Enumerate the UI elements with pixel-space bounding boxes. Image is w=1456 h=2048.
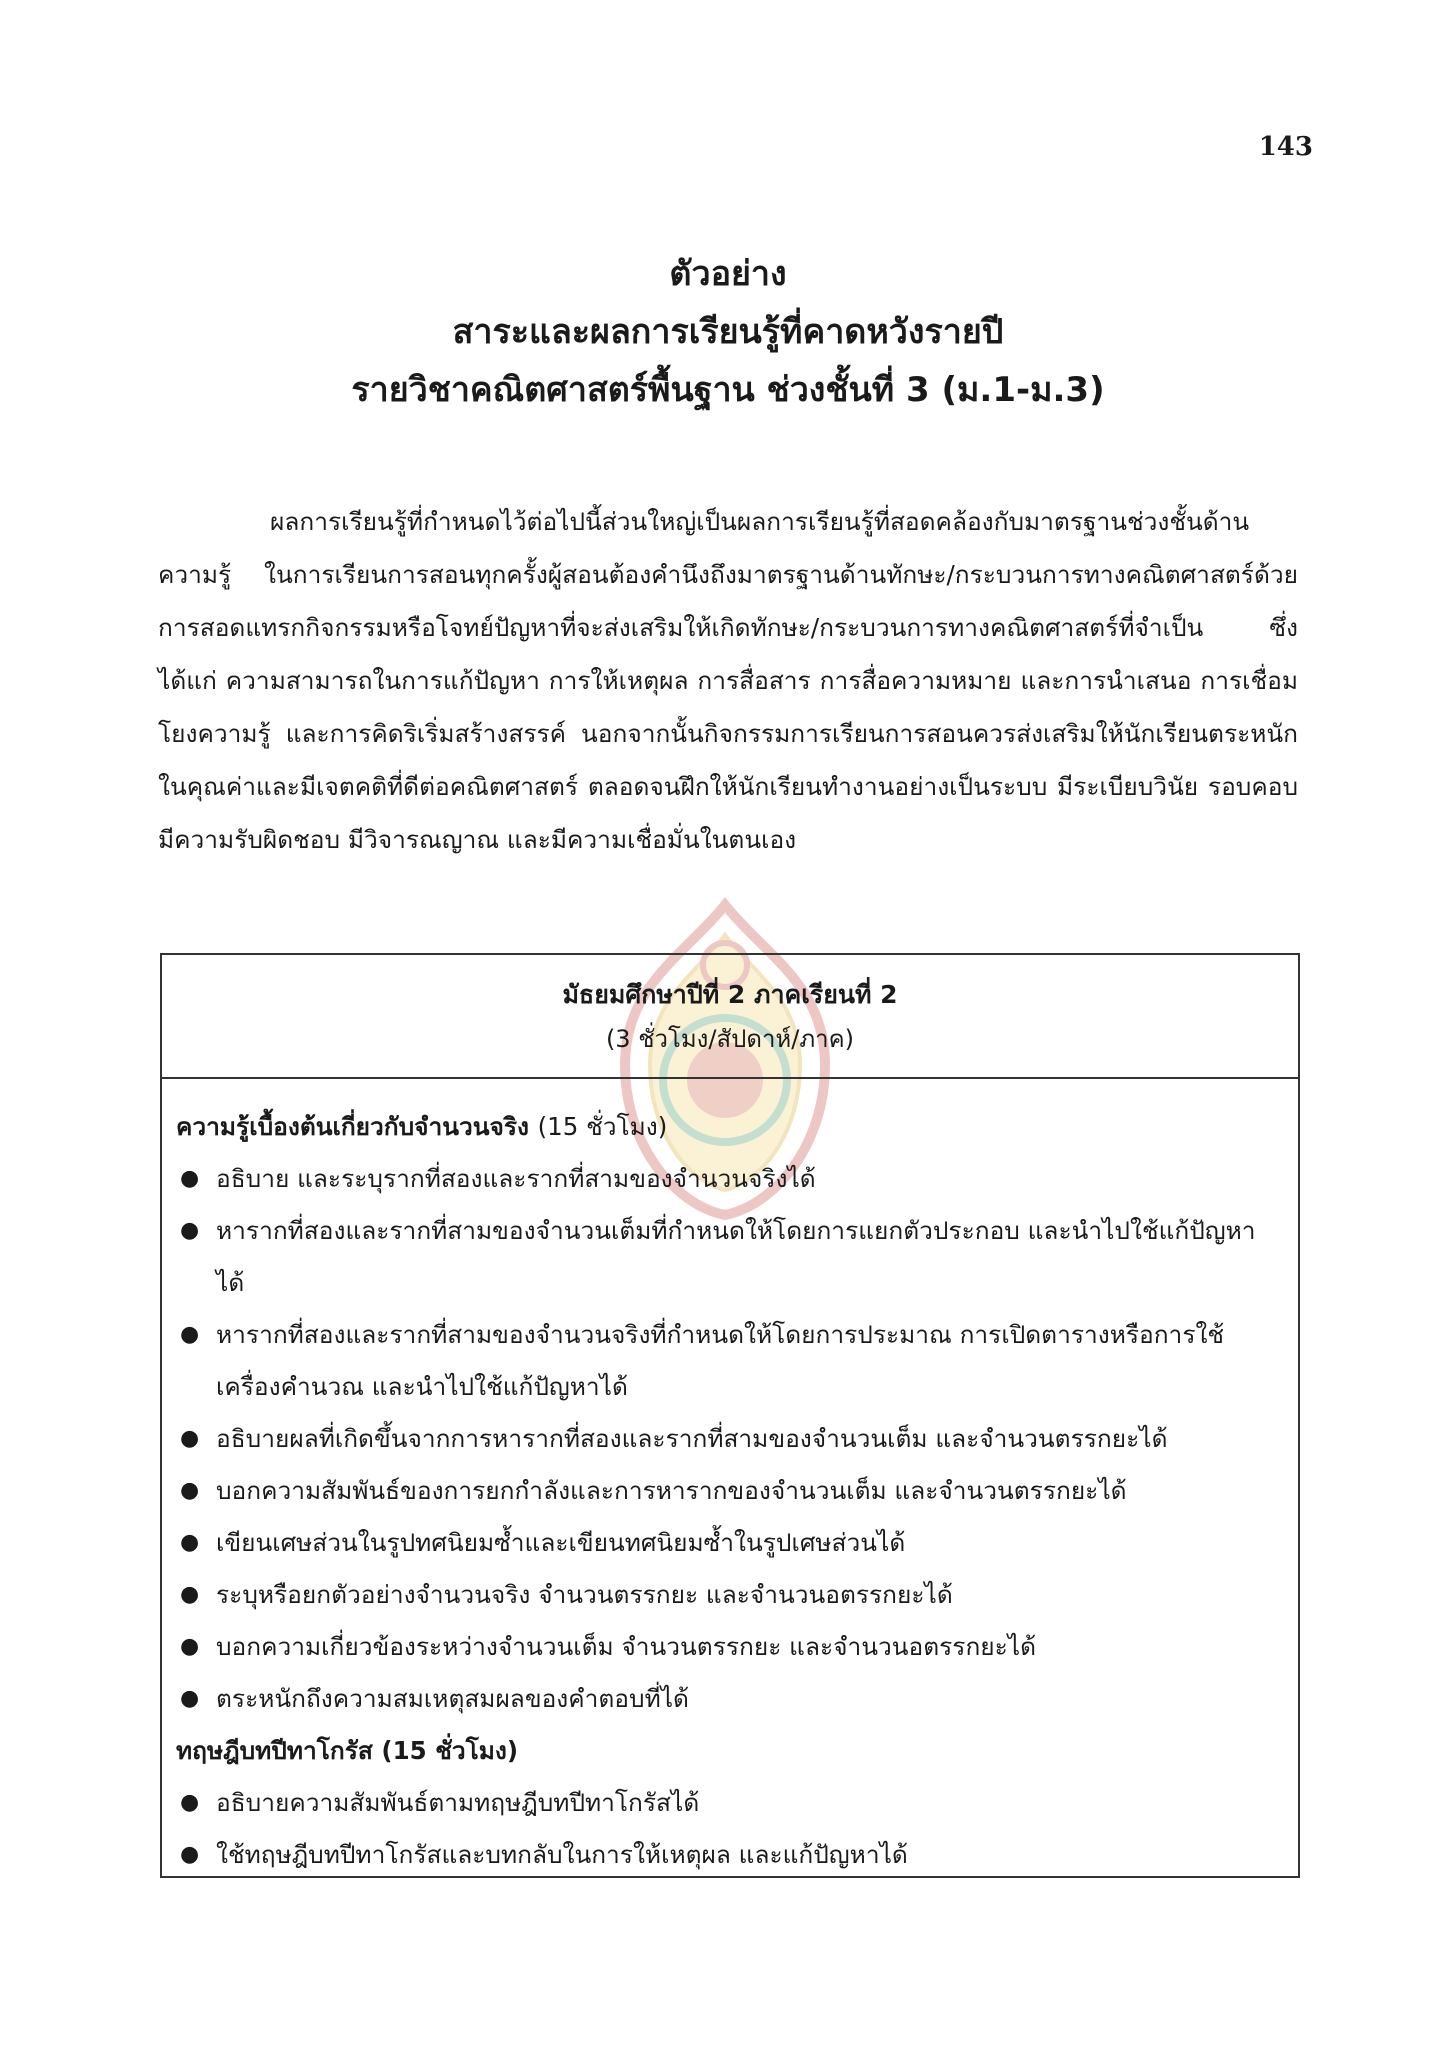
- bullet-icon: ●: [180, 1166, 200, 1191]
- intro-paragraph: [158, 495, 1298, 866]
- list-item: ● บอกความเกี่ยวข้องระหว่างจำนวนเต็ม จำนวนตรรกยะ และจำนวนอตรรกยะได้: [176, 1621, 1282, 1673]
- list-item: ● ตระหนักถึงความสมเหตุสมผลของคำตอบที่ได้: [176, 1673, 1282, 1725]
- hours-per-week: (3 ชั่วโมง/สัปดาห์/ภาค): [605, 1025, 855, 1053]
- list-item: ● เขียนเศษส่วนในรูปทศนิยมซ้ำและเขียนทศนิยมซ้ำในรูปเศษส่วนได้: [176, 1517, 1282, 1569]
- section-title-text: ทฤษฎีบทปีทาโกรัส: [176, 1736, 373, 1765]
- page-title: [0, 245, 1456, 419]
- section-hours: (15 ชั่วโมง): [381, 1736, 519, 1765]
- bullet-icon: ●: [180, 1686, 200, 1711]
- bullet-icon: ●: [180, 1530, 200, 1555]
- bullet-icon: ●: [180, 1582, 200, 1607]
- title-line-3: รายวิชาคณิตศาสตร์พื้นฐาน ช่วงชั้นที่ 3 (ม.1-ม.3): [351, 370, 1105, 410]
- title-line-2: สาระและผลการเรียนรู้ที่คาดหวังรายปี: [452, 312, 1004, 352]
- bullet-icon: ●: [180, 1218, 200, 1243]
- bullet-icon: ●: [180, 1478, 200, 1503]
- list-item: ● ระบุหรือยกตัวอย่างจำนวนจริง จำนวนตรรกยะ และจำนวนอตรรกยะได้: [176, 1569, 1282, 1621]
- bullet-icon: ●: [180, 1322, 200, 1347]
- list-item: ● บอกความสัมพันธ์ของการยกกำลังและการหารากของจำนวนเต็ม และจำนวนตรรกยะได้: [176, 1465, 1282, 1517]
- section-item-list: [176, 1153, 1282, 1725]
- list-item: ● อธิบาย และระบุรากที่สองและรากที่สามของจำนวนจริงได้: [176, 1153, 1282, 1205]
- intro-text: ผลการเรียนรู้ที่กำหนดไว้ต่อไปนี้ส่วนใหญ่เป็นผลการเรียนรู้ที่สอดคล้องกับมาตรฐานช่วงชั้นด้านความรู้ ในการเรียนการสอนทุกครั้งผู้สอนต้องคำนึงถึงมาตรฐานด้านทักษะ/กระบวนการทางคณิตศาสตร์ด้วยการสอดแทรกกิจกรรมหรือโจทย์ปัญหาที่จะส่งเสริมให้เกิดทักษะ/กระบวนการทางคณิตศาสตร์ที่จำเป็น ซึ่งได้แก่ ความสามารถในการแก้ปัญหา การให้เหตุผล การสื่อสาร การสื่อความหมาย และการนำเสนอ การเชื่อมโยงความรู้ และการคิดริเริ่มสร้างสรรค์ นอกจากนั้นกิจกรรมการเรียนการสอนควรส่งเสริมให้นักเรียนตระหนักในคุณค่าและมีเจตคติที่ดีต่อคณิตศาสตร์ ตลอดจนฝึกให้นักเรียนทำงานอย่างเป็นระบบ มีระเบียบวินัย รอบคอบ มีความรับผิดชอบ มีวิจารณญาณ และมีความเชื่อมั่นในตนเอง: [158, 507, 1298, 854]
- section-title: [176, 1725, 1282, 1777]
- section-item-list: [176, 1777, 1282, 1881]
- learning-outcomes-box: [160, 953, 1300, 1878]
- box-body: [162, 1079, 1298, 1881]
- box-header: [162, 955, 1298, 1079]
- page-number: 143: [1258, 132, 1313, 162]
- title-line-1: ตัวอย่าง: [669, 254, 787, 294]
- section-title-text: ความรู้เบื้องต้นเกี่ยวกับจำนวนจริง: [176, 1112, 530, 1141]
- bullet-icon: ●: [180, 1634, 200, 1659]
- bullet-icon: ●: [180, 1790, 200, 1815]
- section-title: [176, 1101, 1282, 1153]
- list-item: ● อธิบายความสัมพันธ์ตามทฤษฎีบทปีทาโกรัสได้: [176, 1777, 1282, 1829]
- grade-semester-title: มัธยมศึกษาปีที่ 2 ภาคเรียนที่ 2: [562, 980, 898, 1009]
- list-item: ● หารากที่สองและรากที่สามของจำนวนเต็มที่กำหนดให้โดยการแยกตัวประกอบ และนำไปใช้แก้ปัญหาได้: [176, 1205, 1282, 1309]
- list-item: ● อธิบายผลที่เกิดขึ้นจากการหารากที่สองและรากที่สามของจำนวนเต็ม และจำนวนตรรกยะได้: [176, 1413, 1282, 1465]
- list-item: ● ใช้ทฤษฎีบทปีทาโกรัสและบทกลับในการให้เหตุผล และแก้ปัญหาได้: [176, 1829, 1282, 1881]
- list-item: ● หารากที่สองและรากที่สามของจำนวนจริงที่กำหนดให้โดยการประมาณ การเปิดตารางหรือการใช้เครื่องคำนวณ และนำไปใช้แก้ปัญหาได้: [176, 1309, 1282, 1413]
- section-hours: (15 ชั่วโมง): [537, 1112, 668, 1141]
- bullet-icon: ●: [180, 1426, 200, 1451]
- bullet-icon: ●: [180, 1842, 200, 1867]
